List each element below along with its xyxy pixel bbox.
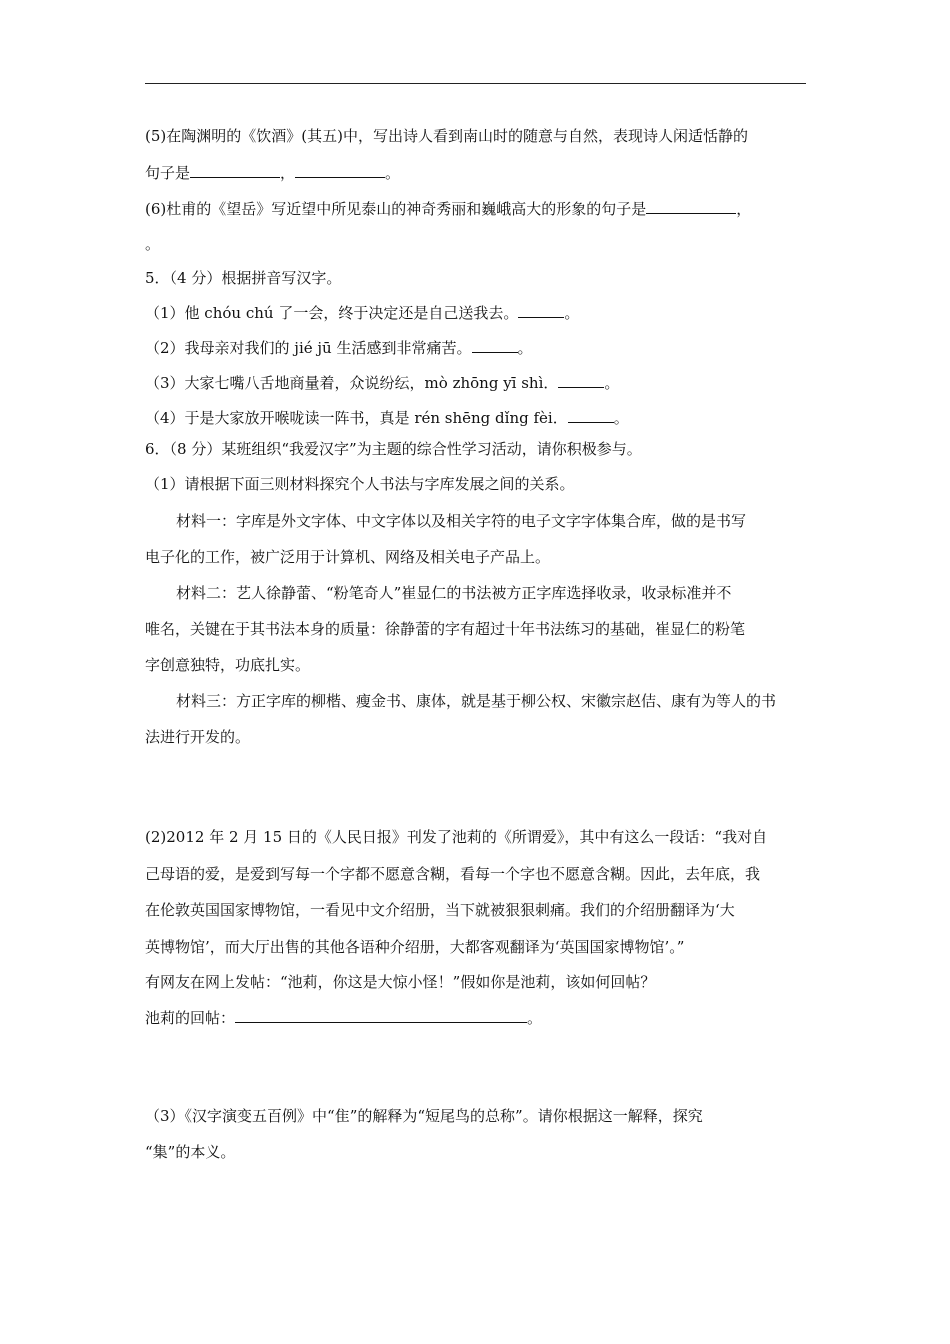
q4-6-line2: 。 — [145, 235, 161, 253]
answer-blank[interactable] — [646, 199, 736, 214]
material-3-line1: 材料三：方正字库的柳楷、瘦金书、康体，就是基于柳公权、宋徽宗赵佶、康有为等人的书 — [176, 692, 777, 710]
q6-part2-line5: 有网友在网上发帖：“池莉，你这是大惊小怪！”假如你是池莉，该如何回帖？ — [145, 973, 656, 991]
answer-blank[interactable] — [295, 163, 385, 178]
answer-blank[interactable] — [190, 163, 280, 178]
material-1-line1: 材料一：字库是外文字体、中文字体以及相关字符的电子文字字体集合库，做的是书写 — [176, 512, 747, 530]
reply-answer-blank[interactable] — [235, 1008, 527, 1023]
answer-blank[interactable] — [472, 338, 518, 353]
answer-blank[interactable] — [518, 303, 564, 318]
q6-part3-line1: （3）《汉字演变五百例》中“隹”的解释为“短尾鸟的总称”。请你根据这一解释，探究 — [145, 1107, 703, 1125]
q4-6-line1: (6)杜甫的《望岳》写近望中所见泰山的神奇秀丽和巍峨高大的形象的句子是 ， — [145, 200, 752, 218]
material-2-line3: 字创意独特，功底扎实。 — [145, 656, 311, 674]
q6-part3-line2: “集”的本义。 — [145, 1143, 236, 1161]
answer-blank[interactable] — [558, 373, 604, 388]
q5-item-4: （4）于是大家放开喉咙读一阵书，真是 rén shēng dǐng fèi． 。 — [145, 409, 629, 427]
q5-item-1: （1）他 chóu chú 了一会，终于决定还是自己送我去。 。 — [145, 304, 580, 322]
material-2-line1: 材料二：艺人徐静蕾、“粉笔奇人”崔显仁的书法被方正字库选择收录，收录标准并不 — [176, 584, 732, 602]
q4-5-line1: (5)在陶渊明的《饮酒》(其五)中，写出诗人看到南山时的随意与自然，表现诗人闲适恬静的 — [145, 127, 748, 145]
material-2-line2: 唯名，关键在于其书法本身的质量：徐静蕾的字有超过十年书法练习的基础，崔显仁的粉笔 — [145, 620, 746, 638]
material-3-line2: 法进行开发的。 — [145, 728, 251, 746]
q5-item-2: （2）我母亲对我们的 jié jū 生活感到非常痛苦。 。 — [145, 339, 533, 357]
q6-part2-line3: 在伦敦英国国家博物馆，一看见中文介绍册，当下就被狠狠刺痛。我们的介绍册翻译为‘大 — [145, 901, 735, 919]
material-1-line2: 电子化的工作，被广泛用于计算机、网络及相关电子产品上。 — [145, 548, 551, 566]
q6-part1-intro: （1）请根据下面三则材料探究个人书法与字库发展之间的关系。 — [145, 475, 575, 493]
q6-title: 6．（8 分）某班组织“我爱汉字”为主题的综合性学习活动，请你积极参与。 — [145, 440, 642, 458]
q5-item-3: （3）大家七嘴八舌地商量着，众说纷纭，mò zhōng yī shì． 。 — [145, 374, 620, 392]
q6-part2-line1: (2)2012 年 2 月 15 日的《人民日报》刊发了池莉的《所谓爱》，其中有这么一段话：“我对自 — [145, 828, 768, 846]
q5-title: 5．（4 分）根据拼音写汉字。 — [145, 269, 342, 287]
answer-blank[interactable] — [568, 408, 614, 423]
q6-part2-reply: 池莉的回帖： 。 — [145, 1009, 543, 1027]
q4-5-line2: 句子是 ， 。 — [145, 164, 401, 182]
header-rule — [145, 83, 806, 84]
q6-part2-line4: 英博物馆’，而大厅出售的其他各语种介绍册，大都客观翻译为‘英国国家博物馆’。” — [145, 938, 685, 956]
q6-part2-line2: 己母语的爱，是爱到写每一个字都不愿意含糊，看每一个字也不愿意含糊。因此，去年底，我 — [145, 865, 761, 883]
